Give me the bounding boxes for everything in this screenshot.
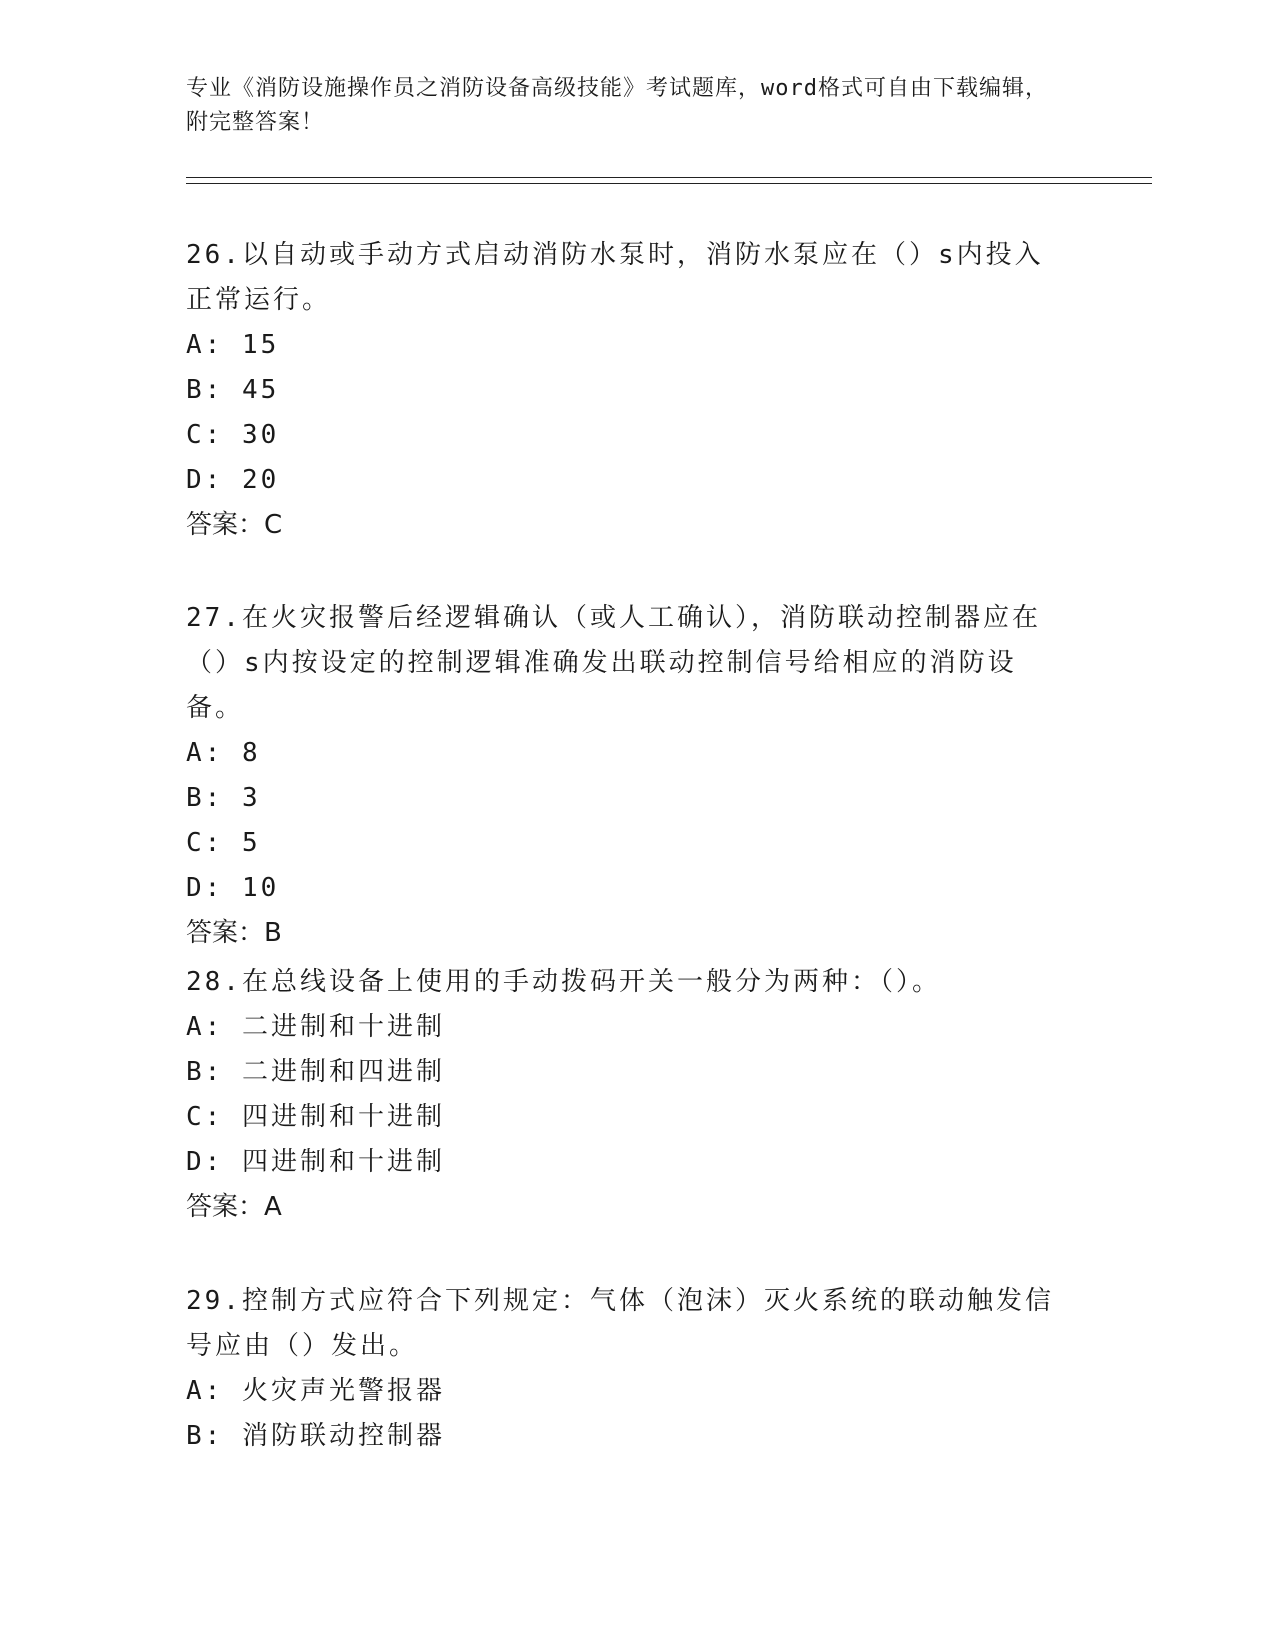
answer: 答案：B xyxy=(186,918,282,948)
answer: 答案：A xyxy=(186,1192,282,1222)
option-b: B: 二进制和四进制 xyxy=(186,1057,445,1087)
option-a: A: 二进制和十进制 xyxy=(186,1012,445,1042)
option-b: B: 45 xyxy=(186,375,280,405)
question-stem: 28.在总线设备上使用的手动拨码开关一般分为两种：（）。 xyxy=(186,967,941,997)
question-26 xyxy=(186,233,1066,548)
option-b: B: 消防联动控制器 xyxy=(186,1421,445,1451)
answer: 答案：C xyxy=(186,510,283,540)
header-divider-top xyxy=(186,177,1152,178)
option-c: C: 四进制和十进制 xyxy=(186,1102,445,1132)
question-27 xyxy=(186,596,1066,956)
option-b: B: 3 xyxy=(186,783,261,813)
option-d: D: 20 xyxy=(186,465,280,495)
option-d: D: 四进制和十进制 xyxy=(186,1147,445,1177)
option-a: A: 8 xyxy=(186,738,261,768)
document-header: 专业《消防设施操作员之消防设备高级技能》考试题库，word格式可自由下载编辑，附完整答案！ xyxy=(186,76,1048,135)
question-29 xyxy=(186,1279,1066,1459)
question-stem: 29.控制方式应符合下列规定：气体（泡沫）灭火系统的联动触发信号应由（）发出。 xyxy=(186,1286,1054,1361)
question-stem: 26.以自动或手动方式启动消防水泵时，消防水泵应在（）s内投入正常运行。 xyxy=(186,240,1044,315)
question-stem: 27.在火灾报警后经逻辑确认（或人工确认），消防联动控制器应在（）s内按设定的控制逻辑准确发出联动控制信号给相应的消防设备。 xyxy=(186,603,1041,723)
option-a: A: 15 xyxy=(186,330,280,360)
header-divider-bottom xyxy=(186,183,1152,184)
option-c: C: 5 xyxy=(186,828,261,858)
option-a: A: 火灾声光警报器 xyxy=(186,1376,445,1406)
option-d: D: 10 xyxy=(186,873,280,903)
question-28 xyxy=(186,960,1066,1230)
option-c: C: 30 xyxy=(186,420,280,450)
